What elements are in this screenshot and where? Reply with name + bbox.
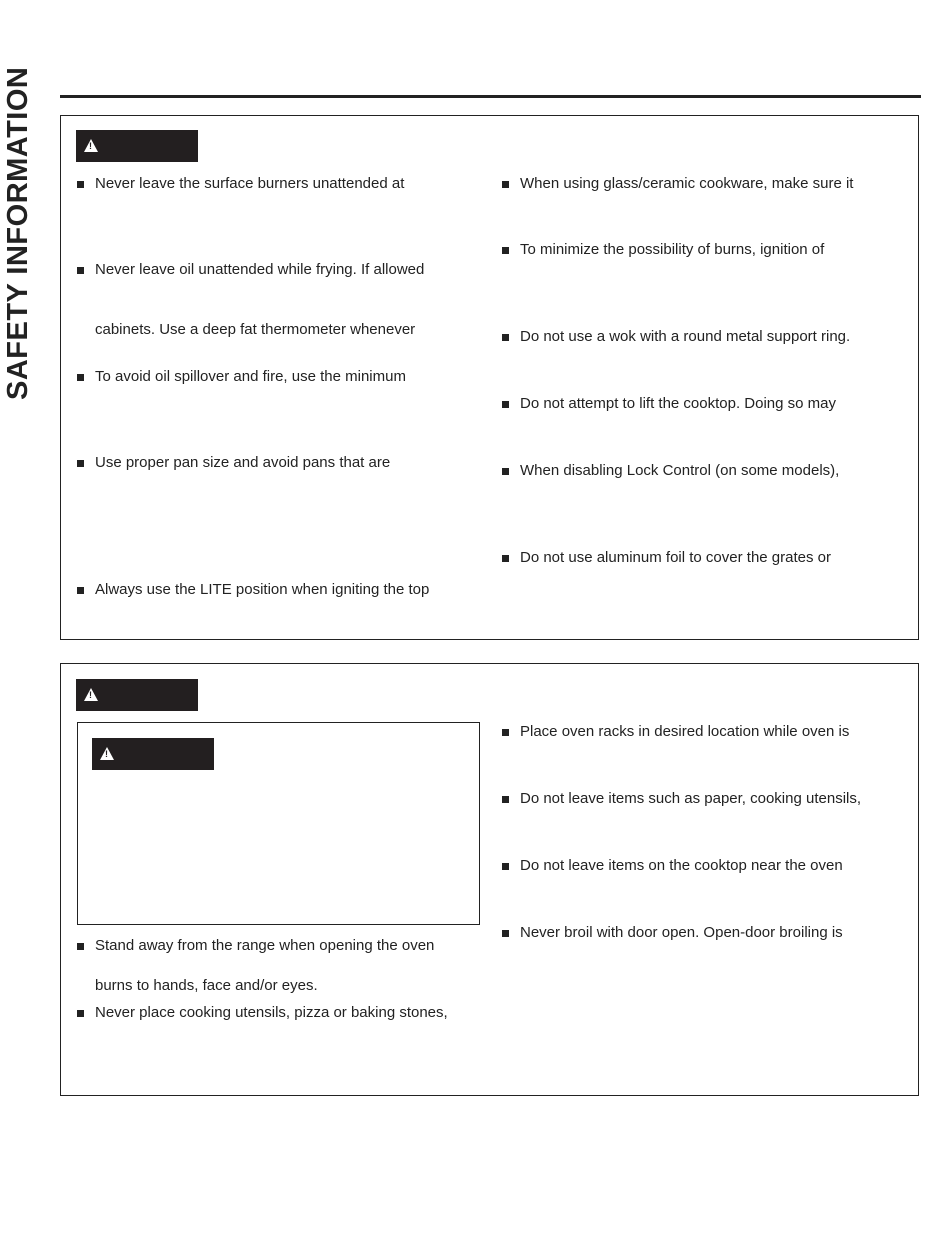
square-bullet-icon <box>502 729 509 736</box>
list-item: Never leave oil unattended while frying. If allowed <box>95 261 425 278</box>
list-item: To minimize the possibility of burns, ignition of <box>520 241 825 258</box>
list-item: When disabling Lock Control (on some models), <box>520 462 840 479</box>
list-item: Never leave the surface burners unattended at <box>95 175 405 192</box>
square-bullet-icon <box>77 374 84 381</box>
warning-triangle-icon <box>100 747 114 760</box>
square-bullet-icon <box>77 181 84 188</box>
square-bullet-icon <box>502 796 509 803</box>
square-bullet-icon <box>77 943 84 950</box>
list-item: Do not use aluminum foil to cover the grates or <box>520 549 831 566</box>
square-bullet-icon <box>502 247 509 254</box>
list-item: Do not attempt to lift the cooktop. Doing so may <box>520 395 836 412</box>
list-item: Stand away from the range when opening the oven <box>95 937 435 954</box>
warning-badge <box>92 738 214 770</box>
list-item: Place oven racks in desired location while oven is <box>520 723 850 740</box>
warning-badge <box>76 130 198 162</box>
square-bullet-icon <box>502 863 509 870</box>
list-item: Use proper pan size and avoid pans that are <box>95 454 391 471</box>
list-item: Do not leave items such as paper, cooking utensils, <box>520 790 862 807</box>
warning-badge <box>76 679 198 711</box>
list-item-continuation: cabinets. Use a deep fat thermometer whenever <box>95 321 416 338</box>
list-item: Never place cooking utensils, pizza or baking stones, <box>95 1004 448 1021</box>
square-bullet-icon <box>77 460 84 467</box>
square-bullet-icon <box>502 930 509 937</box>
list-item: When using glass/ceramic cookware, make sure it <box>520 175 854 192</box>
square-bullet-icon <box>502 555 509 562</box>
list-item: To avoid oil spillover and fire, use the minimum <box>95 368 406 385</box>
page-side-title: SAFETY INFORMATION <box>2 66 34 400</box>
square-bullet-icon <box>502 401 509 408</box>
list-item: Do not leave items on the cooktop near the oven <box>520 857 843 874</box>
square-bullet-icon <box>502 334 509 341</box>
list-item-continuation: burns to hands, face and/or eyes. <box>95 977 318 994</box>
list-item: Always use the LITE position when igniting the top <box>95 581 430 598</box>
square-bullet-icon <box>77 1010 84 1017</box>
list-item: Never broil with door open. Open-door broiling is <box>520 924 843 941</box>
header-rule <box>60 95 921 98</box>
warning-triangle-icon <box>84 688 98 701</box>
square-bullet-icon <box>502 181 509 188</box>
square-bullet-icon <box>77 587 84 594</box>
warning-triangle-icon <box>84 139 98 152</box>
square-bullet-icon <box>502 468 509 475</box>
list-item: Do not use a wok with a round metal support ring. <box>520 328 851 345</box>
square-bullet-icon <box>77 267 84 274</box>
